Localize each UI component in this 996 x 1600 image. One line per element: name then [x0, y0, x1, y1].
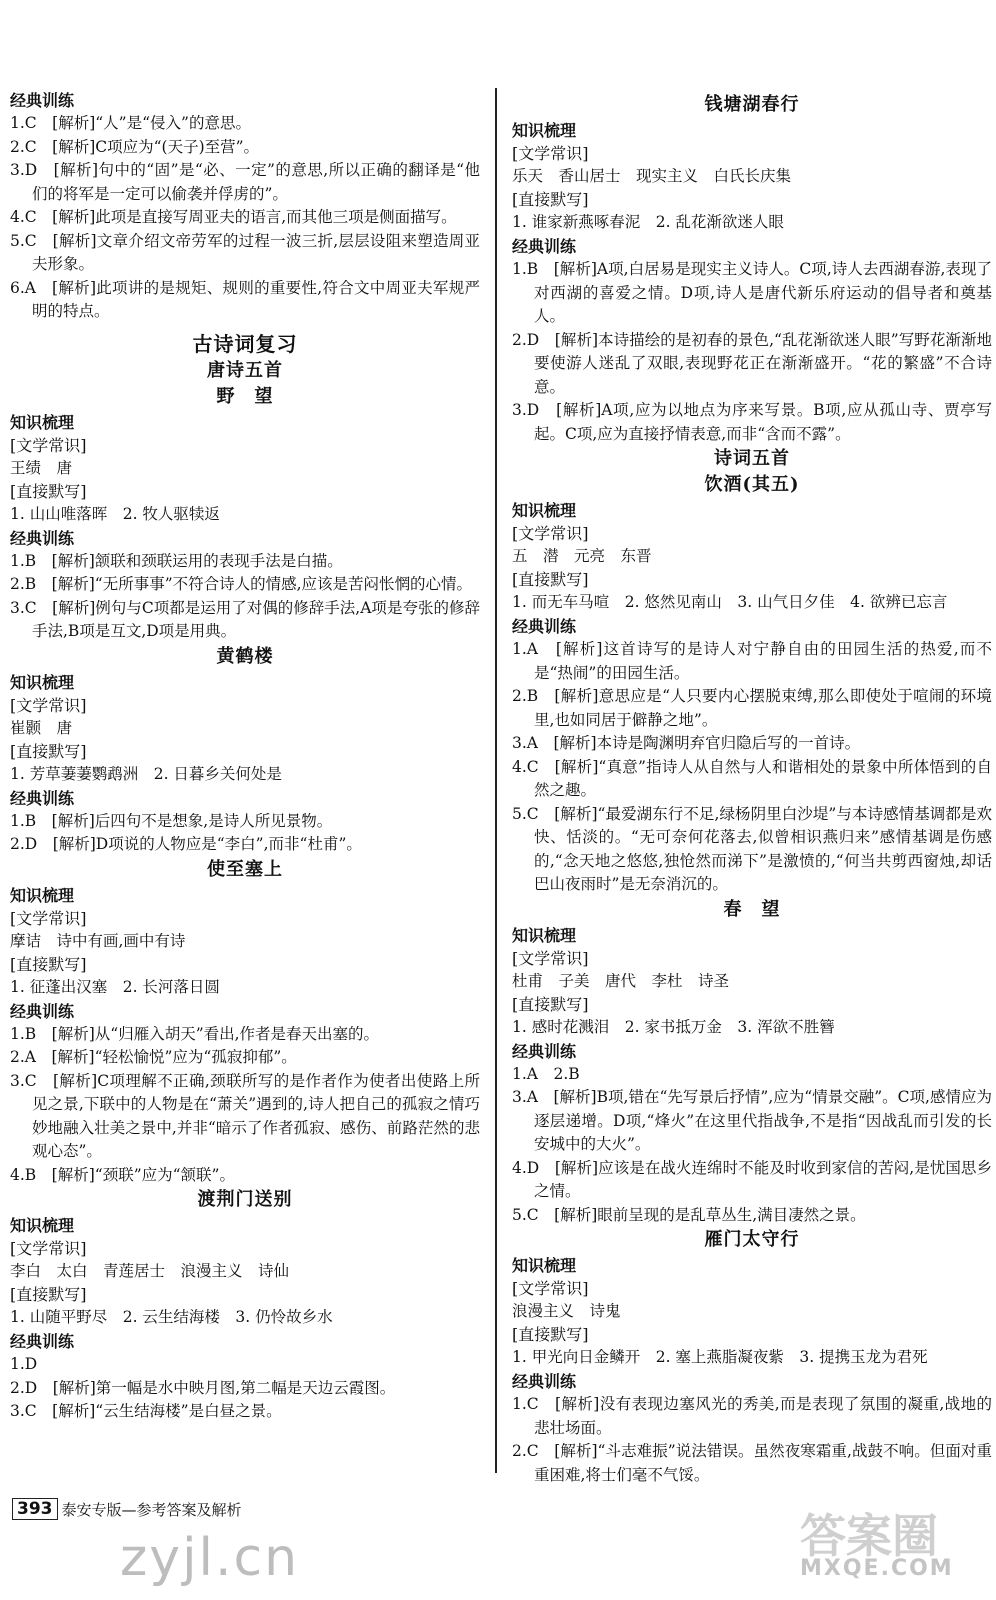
subsection-label: [直接默写] — [10, 1285, 87, 1304]
watermark-zyjl: zyjl.cn — [120, 1528, 300, 1588]
chapter-title: 古诗词复习 — [192, 331, 298, 356]
answer-line: 五 潜 元亮 东晋 — [512, 547, 652, 565]
subsection-label: [文学常识] — [512, 1279, 589, 1298]
subsection-label: [文学常识] — [10, 695, 87, 715]
poem-title: 钱塘湖春行 — [704, 94, 800, 115]
section-heading: 经典训练 — [512, 617, 577, 636]
subsection-label: [直接默写] — [512, 570, 589, 589]
answer-item: 1.D — [10, 1355, 38, 1373]
poem-title: 雁门太守行 — [704, 1229, 800, 1250]
subsection-label: [直接默写] — [512, 190, 589, 209]
group-title: 诗词五首 — [714, 448, 790, 469]
column-divider — [495, 88, 497, 1473]
subsection-label: [文学常识] — [512, 524, 589, 543]
answer-line: 浪漫主义 诗鬼 — [512, 1302, 621, 1320]
answer-item: 5.C [解析]眼前呈现的是乱草丛生,满目凄然之景。 — [512, 1205, 866, 1224]
answer-item: 1.C [解析]“人”是“侵入”的意思。 — [10, 114, 251, 132]
answer-item: 2.A [解析]“轻松愉悦”应为“孤寂抑郁”。 — [10, 1048, 297, 1066]
section-heading: 经典训练 — [10, 1001, 75, 1021]
answer-item: 6.A [解析]此项讲的是规矩、规则的重要性,符合文中周亚夫军规严明的特点。 — [10, 278, 480, 320]
answer-line: 乐天 香山居士 现实主义 白氏长庆集 — [512, 167, 792, 185]
poem-title: 野 望 — [216, 385, 274, 407]
answer-line: 摩诘 诗中有画,画中有诗 — [10, 931, 186, 950]
answer-item: 3.C [解析]“云生结海楼”是白昼之景。 — [10, 1402, 282, 1420]
section-heading: 经典训练 — [10, 1332, 75, 1351]
answer-item: 2.B [解析]意思应是“人只要内心摆脱束缚,那么即使处于喧闹的环境里,也如同居于僻静之地”。 — [512, 687, 992, 729]
answer-item: 3.A [解析]本诗是陶渊明弃官归隐后写的一首诗。 — [512, 734, 861, 752]
answer-item: 1.B [解析]后四句不是想象,是诗人所见景物。 — [10, 811, 333, 830]
answer-item: 1.B [解析]A项,白居易是现实主义诗人。C项,诗人去西湖春游,表现了对西湖的喜爱之情。D项,诗人是唐代新乐府运动的倡导者和奠基人。 — [512, 260, 992, 325]
answer-item: 4.B [解析]“颈联”应为“颔联”。 — [10, 1165, 235, 1184]
section-heading: 经典训练 — [512, 1041, 577, 1061]
answer-item: 2.D [解析]本诗描绘的是初春的景色,“乱花渐欲迷人眼”写野花渐渐地要使游人迷乱了双眼,表现野花正在渐渐盛开。“花的繁盛”不合诗意。 — [512, 330, 992, 396]
answer-item: 3.D [解析]句中的“固”是“必、一定”的意思,所以正确的翻译是“他们的将军是一定可以偷袭并俘虏的”。 — [10, 161, 480, 203]
section-heading: 经典训练 — [512, 237, 577, 256]
answer-item: 1.B [解析]颔联和颈联运用的表现手法是白描。 — [10, 551, 343, 570]
subsection-label: [直接默写] — [10, 954, 87, 974]
group-title: 唐诗五首 — [207, 359, 283, 381]
answer-line: 1. 山随平野尽 2. 云生结海楼 3. 仍怜故乡水 — [10, 1308, 333, 1326]
section-heading: 知识梳理 — [512, 121, 577, 140]
watermark-mxqe: MXQE.COM — [800, 1556, 954, 1581]
answer-line: 崔颢 唐 — [10, 718, 73, 737]
section-heading: 知识梳理 — [10, 412, 75, 432]
answer-item: 4.C [解析]“真意”指诗人从自然与人和谐相处的景象中所体悟到的自然之趣。 — [512, 757, 992, 799]
subsection-label: [文学常识] — [10, 1239, 87, 1258]
section-heading: 经典训练 — [10, 91, 75, 110]
answer-line: 王绩 唐 — [10, 458, 73, 477]
section-heading: 知识梳理 — [10, 1216, 75, 1235]
subsection-label: [直接默写] — [512, 1325, 589, 1344]
right-column — [512, 92, 992, 1487]
poem-title: 渡荆门送别 — [197, 1189, 293, 1210]
section-heading: 知识梳理 — [512, 925, 577, 945]
answer-item: 4.D [解析]应该是在战火连绵时不能及时收到家信的苦闷,是忧国思乡之情。 — [512, 1158, 992, 1200]
page-footer — [12, 1498, 242, 1520]
answer-line: 1. 芳草萋萋鹦鹉洲 2. 日暮乡关何处是 — [10, 764, 282, 783]
subsection-label: [文学常识] — [512, 144, 589, 163]
answer-item: 2.B [解析]“无所事事”不符合诗人的情感,应该是苦闷怅惘的心情。 — [10, 575, 473, 593]
answer-item: 1.A 2.B — [512, 1064, 580, 1083]
answer-item: 2.C [解析]“斗志难振”说法错误。虽然夜寒霜重,战鼓不响。但面对重重困难,将士们毫不气馁。 — [512, 1442, 992, 1484]
section-heading: 经典训练 — [512, 1372, 577, 1391]
answer-item: 2.D [解析]D项说的人物应是“李白”,而非“杜甫”。 — [10, 835, 362, 853]
answer-item: 4.C [解析]此项是直接写周亚夫的语言,而其他三项是侧面描写。 — [10, 208, 457, 226]
section-heading: 知识梳理 — [10, 672, 75, 692]
answer-item: 3.A [解析]B项,错在“先写景后抒情”,应为“情景交融”。C项,感情应为逐层递增。D项,“烽火”在这里代指战争,不是指“因战乱而引发的长安城中的大火”。 — [512, 1088, 992, 1153]
answer-line: 1. 山山唯落晖 2. 牧人驱犊返 — [10, 504, 220, 523]
answer-item: 5.C [解析]文章介绍文帝劳军的过程一波三折,层层设阻来塑造周亚夫形象。 — [10, 231, 480, 273]
section-heading: 知识梳理 — [10, 885, 75, 905]
subsection-label: [直接默写] — [10, 741, 87, 761]
left-column — [10, 88, 480, 1424]
section-heading: 经典训练 — [10, 528, 75, 548]
answer-item: 3.C [解析]C项理解不正确,颈联所写的是作者作为使者出使路上所见之景,下联中的人物是在“萧关”遇到的,诗人把自己的孤寂之情巧妙地融入壮美之景中,并非“暗示了作者孤寂、感伤、前路茫然的悲观心态”。 — [10, 1071, 480, 1160]
answer-item: 1.B [解析]从“归雁入胡天”看出,作者是春天出塞的。 — [10, 1024, 380, 1043]
answer-line: 李白 太白 青莲居士 浪漫主义 诗仙 — [10, 1262, 290, 1280]
answer-line: 1. 甲光向日金鳞开 2. 塞上燕脂凝夜紫 3. 提携玉龙为君死 — [512, 1348, 928, 1366]
section-heading: 知识梳理 — [512, 501, 577, 520]
answer-item: 2.D [解析]第一幅是水中映月图,第二幅是天边云霞图。 — [10, 1378, 396, 1397]
subsection-label: [文学常识] — [512, 948, 589, 968]
answer-item: 3.C [解析]例句与C项都是运用了对偶的修辞手法,A项是夸张的修辞手法,B项是互文,D项是用典。 — [10, 598, 480, 640]
answer-line: 1. 谁家新燕啄春泥 2. 乱花渐欲迷人眼 — [512, 213, 784, 231]
answer-item: 3.D [解析]A项,应为以地点为序来写景。B项,应从孤山寺、贾亭写起。C项,应为直接抒情表意,而非“含而不露”。 — [512, 401, 992, 443]
answer-line: 1. 征蓬出汉塞 2. 长河落日圆 — [10, 977, 220, 996]
answer-line: 1. 感时花溅泪 2. 家书抵万金 3. 浑欲不胜簪 — [512, 1017, 835, 1036]
subsection-label: [文学常识] — [10, 908, 87, 928]
poem-title: 饮酒(其五) — [704, 474, 800, 495]
section-heading: 知识梳理 — [512, 1256, 577, 1275]
page-number: 393 — [12, 1498, 58, 1520]
subsection-label: [文学常识] — [10, 435, 87, 455]
answer-item: 1.A [解析]这首诗写的是诗人对宁静自由的田园生活的热爱,而不是“热闹”的田园生活。 — [512, 640, 992, 682]
poem-title: 黄鹤楼 — [216, 645, 274, 667]
answer-item: 5.C [解析]“最爱湖东行不足,绿杨阴里白沙堤”与本诗感情基调都是欢快、恬淡的。“无可奈何花落去,似曾相识燕归来”感情基调是伤感的,“念天地之悠悠,独怆然而涕下”是激愤的,“何当共剪西窗烛,却话巴山夜雨时”是无奈消沉的。 — [512, 804, 992, 893]
footer-text: 泰安专版—参考答案及解析 — [61, 1500, 242, 1519]
answer-item: 1.C [解析]没有表现边塞风光的秀美,而是表现了氛围的凝重,战地的悲壮场面。 — [512, 1395, 992, 1437]
watermark-daanquan: 答案圈 — [800, 1509, 938, 1563]
subsection-label: [直接默写] — [512, 994, 589, 1014]
subsection-label: [直接默写] — [10, 481, 87, 501]
answer-line: 1. 而无车马喧 2. 悠然见南山 3. 山气日夕佳 4. 欲辨已忘言 — [512, 593, 948, 611]
answer-item: 2.C [解析]C项应为“(天子)至营”。 — [10, 137, 260, 156]
poem-title: 春 望 — [723, 898, 781, 920]
section-heading: 经典训练 — [10, 788, 75, 808]
poem-title: 使至塞上 — [207, 858, 283, 880]
answer-line: 杜甫 子美 唐代 李杜 诗圣 — [512, 971, 730, 990]
